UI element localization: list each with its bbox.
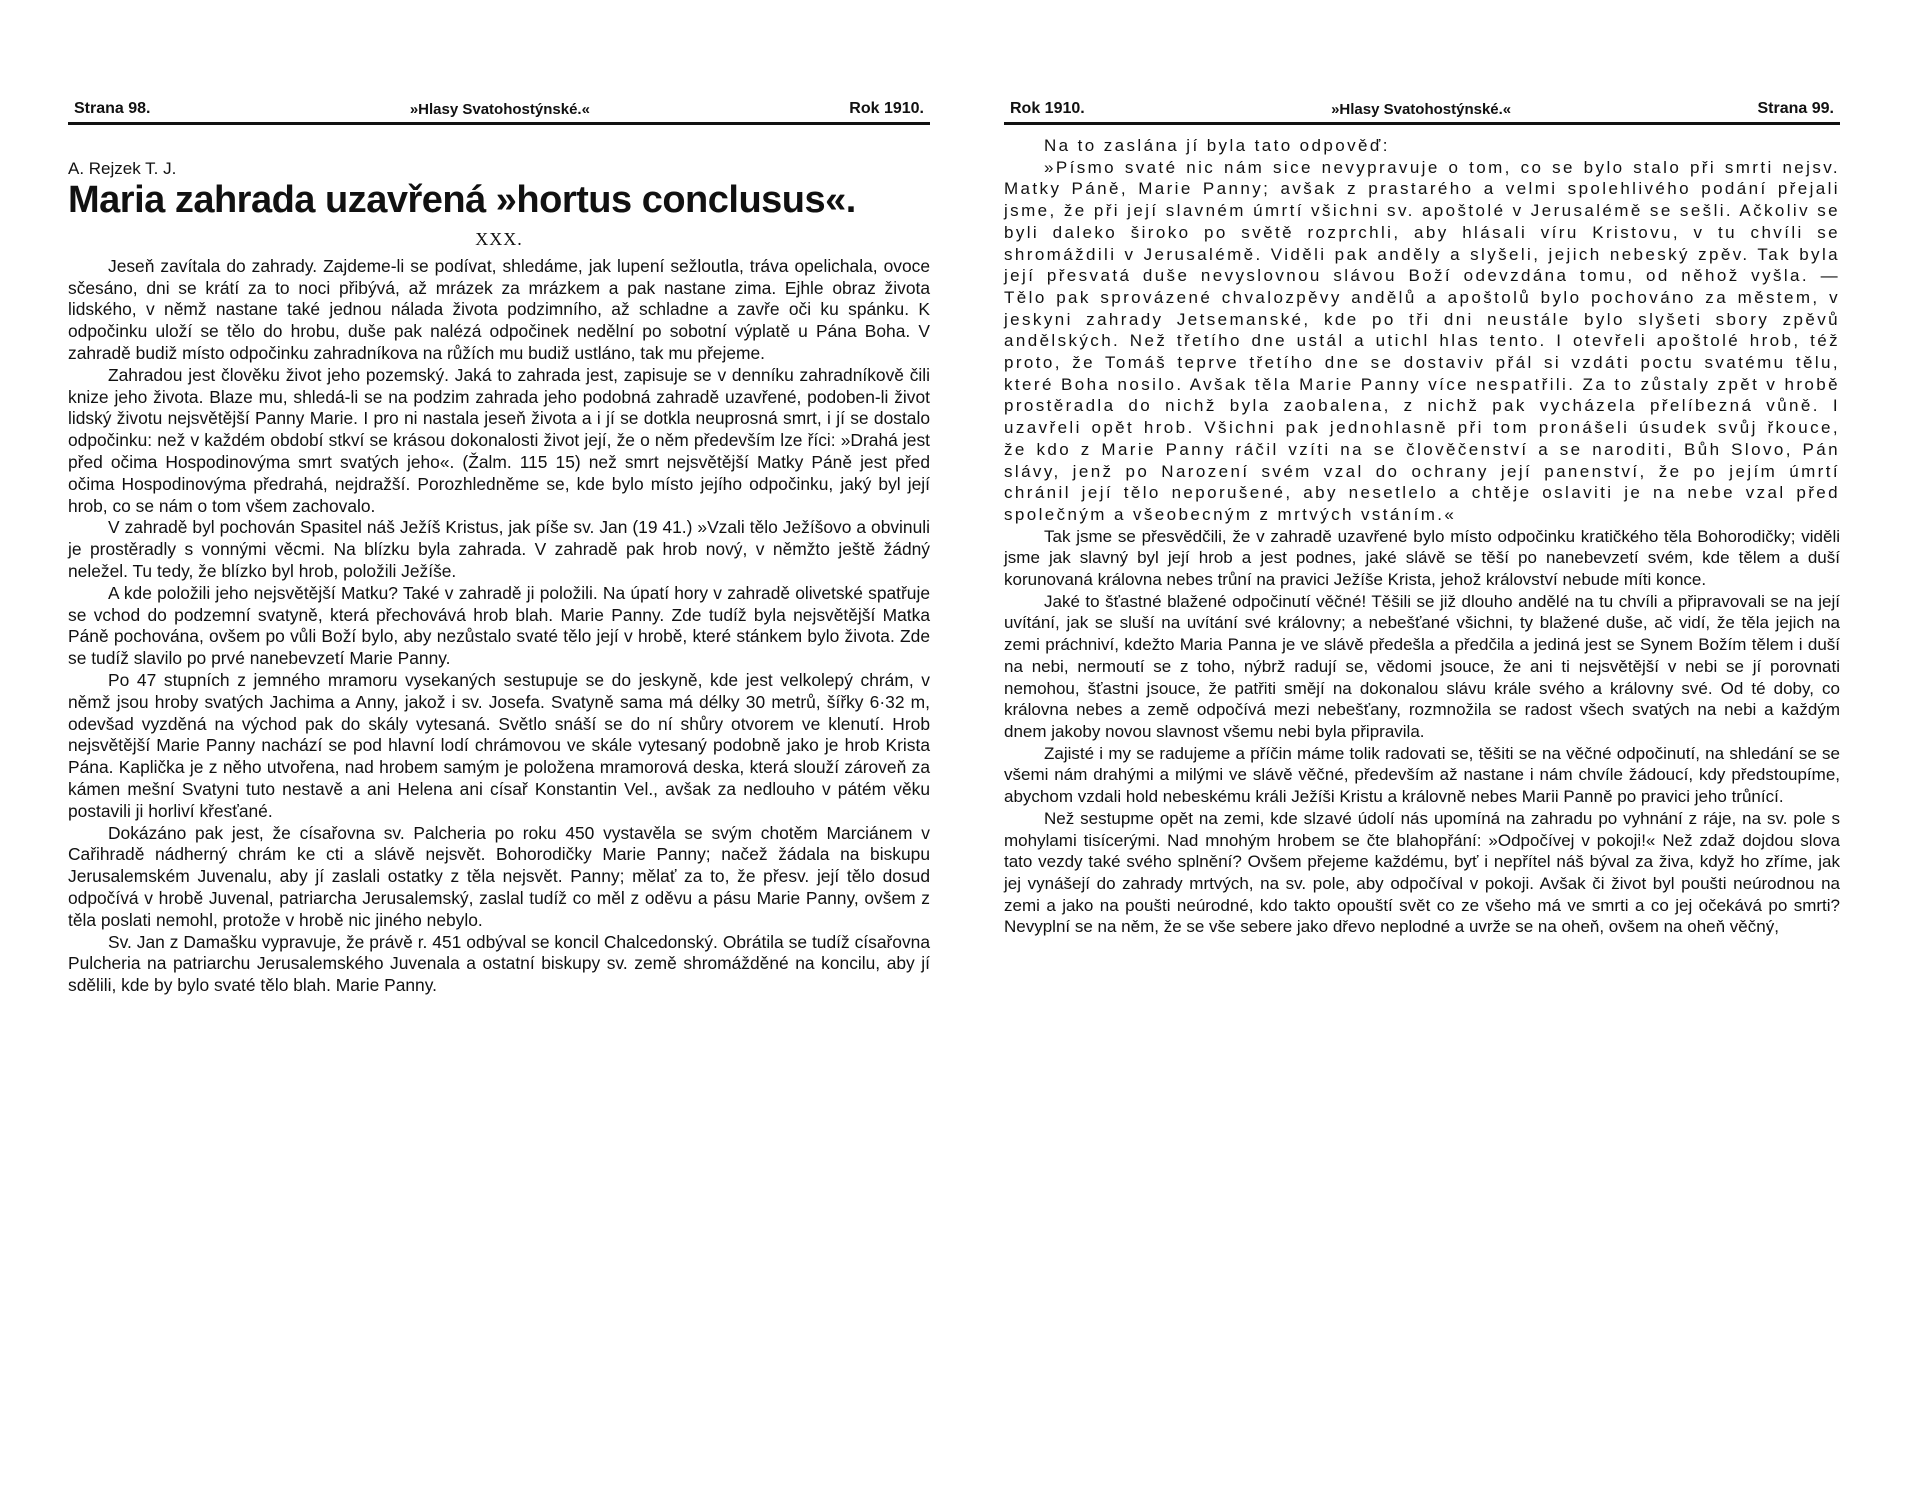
paragraph: Sv. Jan z Damašku vypravuje, že právě r. 451 odbýval se koncil Chalcedonský. Obrátila se tudíž císařovna Pulcheria na patriarchu Jerusalemského Juvenala a ostatní biskupy sv. země shromážděné na koncilu, aby jí sdělili, kde by bylo svaté tělo blah. Marie Panny. <box>68 931 930 996</box>
left-year: Rok 1910. <box>849 100 924 117</box>
paragraph: Na to zaslána jí byla tato odpověď: <box>1044 136 1390 155</box>
article-title: Maria zahrada uzavřená »hortus conclusus«. <box>68 179 856 221</box>
paragraph: A kde položili jeho nejsvětější Matku? Také v zahradě ji položili. Na úpatí hory v zahradě olivetské spatřuje se vchod do podzemní svatyně, která přechovává hrob blah. Marie Panny. Zde tudíž byla nejsvětější Matka Páně pochována, ovšem po vůli Boží bylo, aby nezůstalo svaté tělo její v hrobě, které stánkem bylo života. Zde se tudíž slavilo po prvé nanebevzetí Marie Panny. <box>68 582 930 669</box>
left-periodical-title: »Hlasy Svatohostýnské.« <box>409 101 590 118</box>
right-page <box>1004 100 1840 1480</box>
right-year: Rok 1910. <box>1010 100 1085 117</box>
right-body-text <box>1004 135 1840 938</box>
paragraph: Zahradou jest člověku život jeho pozemský. Jaká to zahrada jest, zapisuje se v denníku zahradníkově čili knize jeho života. Blaze mu, shledá-li se na podzim zahrada jeho podobná zahradě uzavřené, podoben-li život lidský životu nejsvětější Panny Marie. I pro ni nastala jeseň života a i jí se dotkla neuprosná smrt, i jí se dostalo odpočinku: než v každém období stkví se krásou dokonalosti život její, že o něm především lze říci: »Drahá jest před očima Hospodinovýma smrt svatých jeho«. (Žalm. 115 15) než smrt nejsvětější Matky Páně jest před očima Hospodinovýma předrahá, nejdražší. Porozhledněme se, kde bylo místo jejího odpočinku, jaký byl její hrob, co se nám o tom všem zachovalo. <box>68 364 930 516</box>
paragraph: Dokázáno pak jest, že císařovna sv. Palcheria po roku 450 vystavěla se svým chotěm Marciánem v Cařihradě nádherný chrám ke cti a slávě nejsvět. Bohorodičky Marie Panny; načež žádala na biskupu Jerusalemském Juvenalu, aby jí zaslali ostatky z těla nejsvět. Panny; mělať za to, že přesv. její tělo dosud odpočívá v hrobě Juvenal, patriarcha Jerusalemský, zaslal tudíž co měl z oděvu a pásu Marie Panny, ovšem z těla poslati nemohl, protože v hrobě nic jiného nebylo. <box>68 822 930 930</box>
left-page-number: Strana 98. <box>74 100 151 117</box>
paragraph: Tak jsme se přesvědčili, že v zahradě uzavřené bylo místo odpočinku kratičkého těla Bohorodičky; viděli jsme jak slavný byl její hrob a jest podnes, jaké slávě se těší po nanebevzetí svém, kde tělem a duší korunovaná královna nebes trůní na pravici Ježíše Krista, jehož království nebude míti konce. <box>1004 526 1840 590</box>
left-body-text <box>68 256 930 997</box>
left-page <box>68 100 930 1480</box>
article-part-number: XXX. <box>475 228 523 249</box>
right-page-number: Strana 99. <box>1757 100 1834 117</box>
paragraph: V zahradě byl pochován Spasitel náš Ježíš Kristus, jak píše sv. Jan (19 41.) »Vzali tělo Ježíšovo a obvinuli je prostěradly s vonnými věcmi. Na blízku byla zahrada. V zahradě pak hrob nový, v němžto ještě žádný neležel. Tu tedy, že blízko byl hrob, položili Ježíše. <box>68 517 930 582</box>
paragraph: Jaké to šťastné blažené odpočinutí věčné! Těšili se již dlouho andělé na tu chvíli a připravovali se na její uvítání, jak se sluší na uvítání své královny; a nebešťané všichni, ty blažené duše, ač vidí, že těla jejich na zemi práchniví, kdežto Maria Panna je ve slávě předešla a předčila a jediná jest se Synem Božím tělem i duší na nebi, nermoutí se z toho, nýbrž radují se, vědomi jsouce, že ani ti nejsvětější v nebi se jí porovnati nemohou, šťastni jsouce, že patřiti smějí na dokonalou slávu krále svého a královny své. Od té doby, co královna nebes a země odpočívá mezi nebešťany, rozmnožila se radost všech svatých na nebi a každým dnem jakoby novou slavnost všemu nebi byla připravila. <box>1004 591 1840 741</box>
article-author: A. Rejzek T. J. <box>68 159 177 178</box>
paragraph: Zajisté i my se radujeme a příčin máme tolik radovati se, těšiti se na věčné odpočinutí, na shledání se se všemi nám drahými a milými ve slávě věčné, především až nastane i nám chvíle žádoucí, kdy předstoupíme, abychom vzdali hold nebeskému králi Ježíši Kristu a královně nebes Marii Panně po pravici jeho trůnící. <box>1004 743 1840 807</box>
paragraph: Než sestupme opět na zemi, kde slzavé údolí nás upomíná na zahradu po vyhnání z ráje, na sv. pole s mohylami tisícerými. Nad mnohým hrobem se čte blahopřání: »Odpočívej v pokoji!« Než zdaž dojdou slova tato vezdy také svého splnění? Ovšem přejeme každému, byť i nepřítel náš býval za živa, když ho zříme, jak jej vynášejí do zahrady mrtvých, na sv. pole, aby odpočíval v pokoji. Avšak či život byl poušti neúrodnou na zemi a jako na poušti neúrodné, kdo takto opouští svět co ze všeho má ve smrti a co jej očekává po smrti? Nevyplní se na něm, že se vše sebere jako dřevo neplodné a uvrže se na oheň, ovšem na oheň věčný, <box>1004 808 1840 937</box>
left-running-head <box>68 100 930 125</box>
right-periodical-title: »Hlasy Svatohostýnské.« <box>1331 101 1512 118</box>
paragraph: »Písmo svaté nic nám sice nevypravuje o tom, co se bylo stalo při smrti nejsv. Matky Páně, Marie Panny; avšak z prastarého a velmi spolehlivého podání přejali jsme, že při její slavném úmrtí všichni sv. apoštolé v Jerusalémě se sešli. Ačkoliv se byli daleko široko po světě rozprchli, aby hlásali víru Kristovu, v tu chvíli se shromáždili v Jerusalémě. Viděli pak anděly a slyšeli, jejich nebeský zpěv. Tak byla její přesvatá duše nevyslovnou slávou Boží odevzdána tomu, od něhož vyšla. — Tělo pak sprovázené chvalozpěvy andělů a apoštolů bylo pochováno za městem, v jeskyni zahrady Jetsemanské, kde po tři dni neustále bylo slyšeti sbory zpěvů andělských. Než třetího dne ustál a utichl hlas tento. I otevřeli apoštolé hrob, též proto, že Tomáš teprve třetího dne se dostaviv přál si vzdáti poctu svatému tělu, které Boha nosilo. Avšak těla Marie Panny více nespatřili. Za to zůstaly zpět v hrobě prostěradla do nichž byla zaobalena, z nichž pak vycházela přelíbezná vůně. I uzavřeli opět hrob. Všichni pak jednohlasně při tom pronášeli úsudek svůj řkouce, že kdo z Marie Panny ráčil vzíti na se člověčenství a se naroditi, Bůh Slovo, Pán slávy, jenž po Narození svém vzal do ochrany její panenství, že po jejím úmrtí chránil její tělo neporušené, aby nesetlelo a chtěje oslaviti je na nebe vzal před společným a všeobecným z mrtvých vstáním.« <box>1004 157 1840 524</box>
paragraph: Jeseň zavítala do zahrady. Zajdeme-li se podívat, shledáme, jak lupení sežloutla, tráva opelichala, ovoce sčesáno, dni se krátí za to noci přibývá, až mrázek za mrázkem a pak nastane zima. Ejhle obraz života lidského, v němž nastane také jednou nálada života podzimního, až schladne a zavře oči ku spánku. K odpočinku uloží se tělo do hrobu, duše pak nalézá odpočinek nedělní po sobotní výplatě u Pána Boha. V zahradě budiž místo odpočinku zahradníkova na růžích mu budiž ustláno, tak mu přejeme. <box>68 255 930 364</box>
paragraph: Po 47 stupních z jemného mramoru vysekaných sestupuje se do jeskyně, kde jest velkolepý chrám, v němž jsou hroby svatých Jachima a Anny, jakož i sv. Josefa. Svatyně sama má délky 30 metrů, šířky 6·32 m, odevšad vyzděná na východ pak do skály vytesaná. Světlo snáší se do ní shůry otvorem ve klenutí. Hrob nejsvětější Marie Panny nachází se pod hlavní lodí chrámovou ve skále vytesaný podobně jako je hrob Krista Pána. Kaplička je z něho utvořena, nad hrobem samým je položena mramorová deska, která slouží zároveň za kámen mešní Svatyni tuto nestavě a ani Helena ani císař Konstantin Vel., avšak za nedlouho v pátém věku postavili ji horliví křesťané. <box>68 670 930 821</box>
right-running-head <box>1004 100 1840 125</box>
